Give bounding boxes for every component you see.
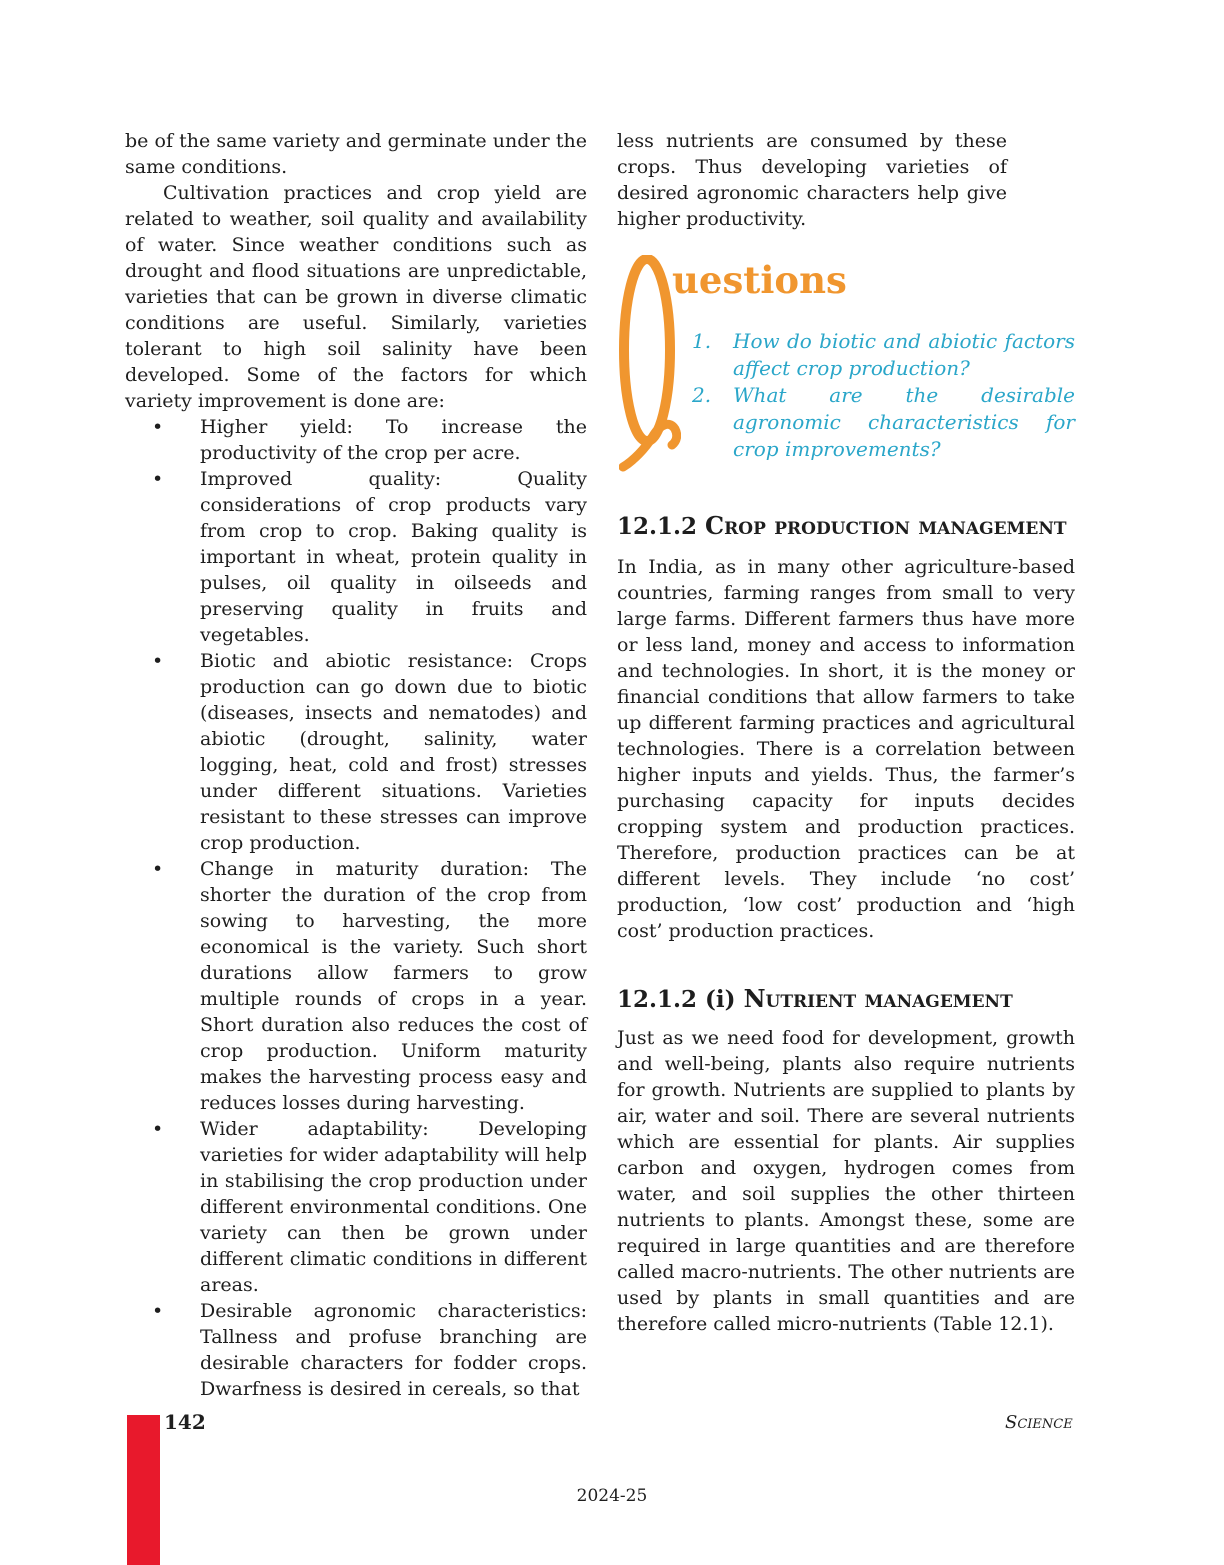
question-text: What are the desirable agronomic characteristics for crop improvements? [733,383,1075,461]
paragraph-continuation: less nutrients are consumed by these crops. Thus developing varieties of desired agronomic characters help give higher productivity. [617,130,1007,230]
section-number: 12.1.2 (i) [617,986,736,1013]
paragraph-nutrient-management: Just as we need food for development, growth and well-being, plants also require nutrients for growth. Nutrients are supplied to plants by air, water and soil. There are several nutrients which are essential for plants. Air supplies carbon and oxygen, hydrogen comes from water, and soil supplies the other thirteen nutrients to plants. Amongst these, some are required in large quantities and are therefore called macro-nutrients. The other nutrients are used by plants in small quantities and are therefore called micro-nutrients (Table 12.1). [617,1027,1075,1335]
bullet-marker: • [152,1118,164,1140]
questions-title: uestions [672,258,847,302]
paragraph-intro: be of the same variety and germinate under the same conditions. [125,130,587,178]
question-item [692,328,1075,382]
question-text: How do biotic and abiotic factors affect crop production? [733,329,1075,380]
variety-improvement-bullet-list [125,414,587,1402]
paragraph-cultivation: Cultivation practices and crop yield are related to weather, soil quality and availability of water. Since weather conditions such as drought and flood situations are unpredictable, varieties that can be grown in diverse climatic conditions are useful. Similarly, varieties tolerant to high soil salinity have been developed. Some of the factors for which variety improvement is done are: [125,182,587,412]
bullet-item [125,1116,587,1298]
bullet-item [125,466,587,648]
bullet-text: Desirable agronomic characteristics: Tallness and profuse branching are desirable characters for fodder crops. Dwarfness is desired in cereals, so that [200,1300,587,1400]
bullet-text: Biotic and abiotic resistance: Crops production can go down due to biotic (diseases, insects and nematodes) and abiotic (drought, salinity, water logging, heat, cold and frost) stresses under different situations. Varieties resistant to these stresses can improve crop production. [200,650,587,854]
section-title: Nutrient management [743,984,1013,1013]
bullet-marker: • [152,858,164,880]
edition-year: 2024-25 [576,1486,648,1506]
bullet-marker: • [152,650,164,672]
bullet-item [125,414,587,466]
section-number: 12.1.2 [617,513,698,540]
right-column [617,128,1075,1337]
running-title-science: Science [1005,1412,1073,1433]
bullet-marker: • [152,1300,164,1322]
left-column [125,128,587,1402]
bullet-text: Improved quality: Quality considerations of crop products vary from crop to crop. Baking quality is important in wheat, protein quality in pulses, oil quality in oilseeds and preserving quality in fruits and vegetables. [200,468,587,646]
bullet-marker: • [152,468,164,490]
page-number: 142 [164,1410,206,1434]
section-heading-nutrient-management [617,984,1075,1015]
section-heading-crop-production [617,511,1075,542]
bullet-item [125,856,587,1116]
question-number: 2. [692,383,712,407]
bullet-item [125,648,587,856]
section-title: Crop production management [705,511,1067,540]
questions-box [617,250,1075,481]
question-number: 1. [692,329,712,353]
bullet-item [125,1298,587,1402]
bullet-text: Wider adaptability: Developing varieties for wider adaptability will help in stabilising the crop production under different environmental conditions. One variety can then be grown under different climatic conditions in different areas. [200,1118,587,1296]
bullet-text: Change in maturity duration: The shorter the duration of the crop from sowing to harvesting, the more economical is the variety. Such short durations allow farmers to grow multiple rounds of crops in a year. Short duration also reduces the cost of crop production. Uniform maturity makes the harvesting process easy and reduces losses during harvesting. [200,858,587,1114]
paragraph-crop-production: In India, as in many other agriculture-based countries, farming ranges from small to very large farms. Different farmers thus have more or less land, money and access to information and technologies. In short, it is the money or financial conditions that allow farmers to take up different farming practices and agricultural technologies. There is a correlation between higher inputs and yields. Thus, the farmer’s purchasing capacity for inputs decides cropping system and production practices. Therefore, production practices can be at different levels. They include ‘no cost’ production, ‘low cost’ production and ‘high cost’ production practices. [617,556,1075,942]
bullet-marker: • [152,416,164,438]
question-item [692,382,1075,463]
questions-list [692,328,1075,463]
bullet-text: Higher yield: To increase the productivity of the crop per acre. [200,416,587,464]
